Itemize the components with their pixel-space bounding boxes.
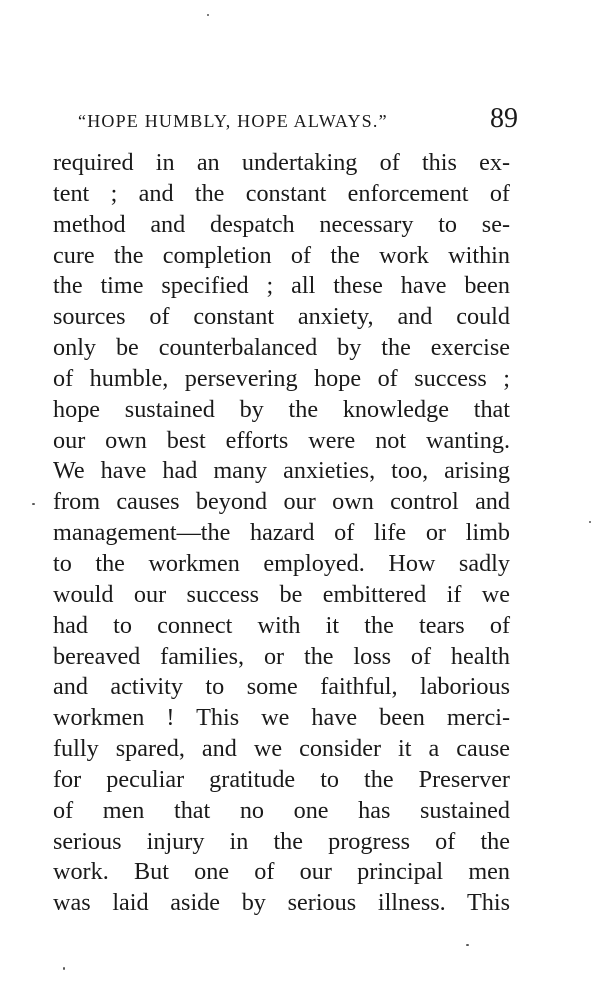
running-title: “HOPE HUMBLY, HOPE ALWAYS.” [78, 111, 388, 131]
text-line: of humble, persevering hope of success ; [53, 364, 510, 392]
text-line: We have had many anxieties, too, arising [53, 457, 510, 485]
scan-speck [207, 14, 209, 16]
text-line: the time specified ; all these have been [53, 272, 510, 300]
text-line: for peculiar gratitude to the Preserver [53, 765, 510, 793]
scan-speck [32, 503, 35, 505]
text-line: had to connect with it the tears of [53, 611, 510, 639]
body-text [53, 148, 510, 919]
text-line: tent ; and the constant enforcement of [53, 179, 510, 207]
text-line: workmen ! This we have been merci- [53, 704, 510, 732]
text-line: fully spared, and we consider it a cause [53, 735, 510, 763]
text-line: only be counterbalanced by the exercise [53, 334, 510, 362]
text-line: would our success be embittered if we [53, 580, 510, 608]
page-number: 89 [490, 103, 518, 134]
text-line: method and despatch necessary to se- [53, 210, 510, 238]
text-line: cure the completion of the work within [53, 241, 510, 269]
text-line: of men that no one has sustained [53, 796, 510, 824]
text-line: from causes beyond our own control and [53, 488, 510, 516]
text-line: management—the hazard of life or limb [53, 519, 510, 547]
running-head [78, 103, 518, 143]
text-line: bereaved families, or the loss of health [53, 642, 510, 670]
text-line: work. But one of our principal men [53, 858, 510, 886]
text-line: hope sustained by the knowledge that [53, 395, 510, 423]
text-line: to the workmen employed. How sadly [53, 549, 510, 577]
text-line: serious injury in the progress of the [53, 827, 510, 855]
text-line: our own best efforts were not wanting. [53, 426, 510, 454]
scan-speck [466, 944, 469, 946]
text-line: was laid aside by serious illness. This [53, 889, 510, 917]
text-line: required in an undertaking of this ex- [53, 149, 510, 176]
text-line: and activity to some faithful, laborious [53, 673, 510, 701]
scan-speck [63, 967, 65, 970]
text-line: sources of constant anxiety, and could [53, 303, 510, 331]
scan-speck [589, 521, 591, 523]
